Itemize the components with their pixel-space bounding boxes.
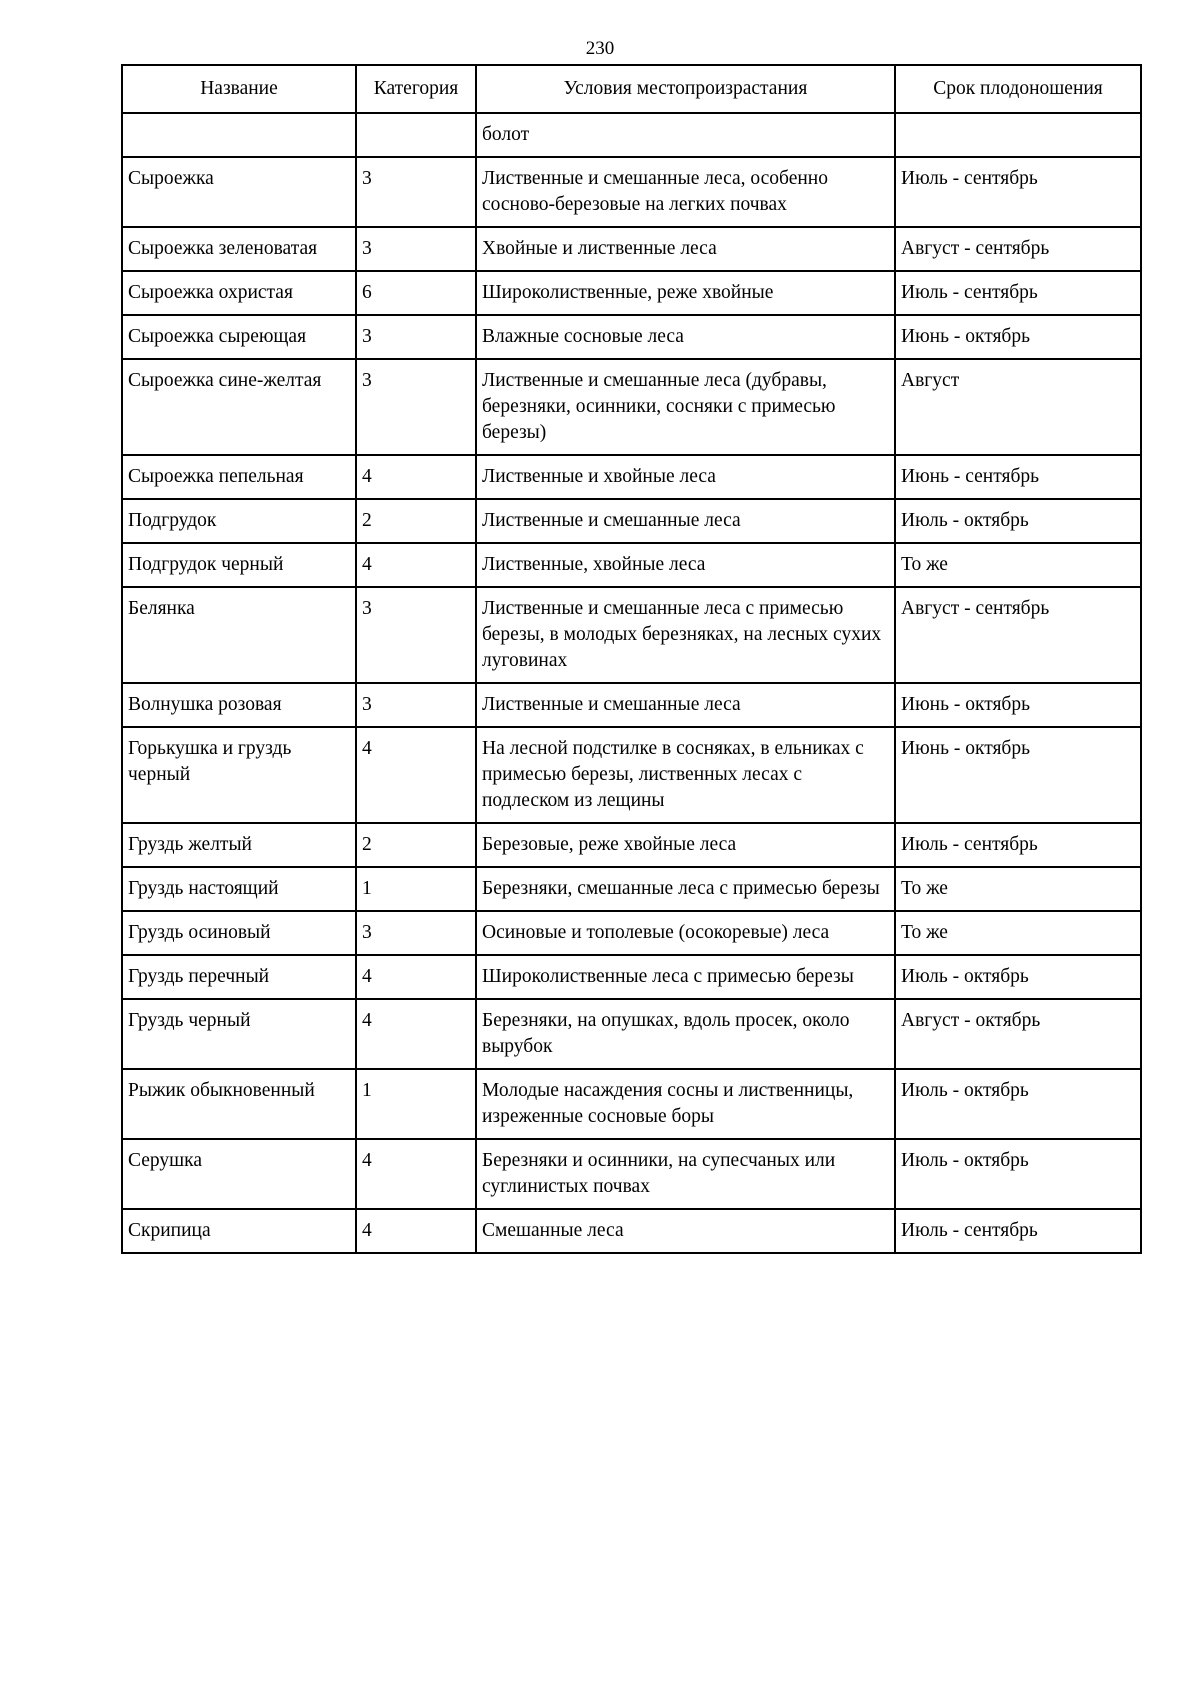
cell-conditions: Лиственные, хвойные леса xyxy=(476,543,895,587)
cell-name: Волнушка розовая xyxy=(122,683,356,727)
cell-name: Сыроежка xyxy=(122,157,356,227)
table-row xyxy=(122,911,1141,955)
cell-name: Груздь черный xyxy=(122,999,356,1069)
cell-season: Июль - сентябрь xyxy=(895,823,1141,867)
cell-category: 4 xyxy=(356,955,476,999)
cell-conditions: Березняки, на опушках, вдоль просек, около вырубок xyxy=(476,999,895,1069)
header-conditions: Условия местопроизрастания xyxy=(476,65,895,113)
cell-name: Сыроежка зеленоватая xyxy=(122,227,356,271)
cell-name: Груздь перечный xyxy=(122,955,356,999)
cell-conditions: Смешанные леса xyxy=(476,1209,895,1253)
cell-name xyxy=(122,113,356,157)
cell-category xyxy=(356,113,476,157)
cell-name: Сыроежка сыреющая xyxy=(122,315,356,359)
table-row xyxy=(122,683,1141,727)
header-name: Название xyxy=(122,65,356,113)
table-header-row xyxy=(122,65,1141,113)
cell-season: Август - сентябрь xyxy=(895,587,1141,683)
cell-season: Август - сентябрь xyxy=(895,227,1141,271)
table-row xyxy=(122,1139,1141,1209)
cell-category: 3 xyxy=(356,315,476,359)
cell-conditions: Березовые, реже хвойные леса xyxy=(476,823,895,867)
cell-category: 4 xyxy=(356,1209,476,1253)
table-body xyxy=(122,113,1141,1253)
cell-category: 1 xyxy=(356,867,476,911)
table-row xyxy=(122,271,1141,315)
cell-name: Скрипица xyxy=(122,1209,356,1253)
cell-season: Июнь - октябрь xyxy=(895,315,1141,359)
cell-conditions: Широколиственные леса с примесью березы xyxy=(476,955,895,999)
cell-category: 3 xyxy=(356,587,476,683)
cell-name: Груздь настоящий xyxy=(122,867,356,911)
table-row xyxy=(122,455,1141,499)
cell-season: Июль - октябрь xyxy=(895,1139,1141,1209)
cell-season: Июль - сентябрь xyxy=(895,271,1141,315)
cell-conditions: Лиственные и смешанные леса с примесью березы, в молодых березняках, на лесных сухих луговинах xyxy=(476,587,895,683)
cell-season: Июль - сентябрь xyxy=(895,157,1141,227)
cell-season: То же xyxy=(895,543,1141,587)
cell-conditions: Осиновые и тополевые (осокоревые) леса xyxy=(476,911,895,955)
cell-season: Июль - октябрь xyxy=(895,955,1141,999)
table-row xyxy=(122,227,1141,271)
cell-name: Сыроежка пепельная xyxy=(122,455,356,499)
cell-category: 3 xyxy=(356,157,476,227)
cell-category: 4 xyxy=(356,1139,476,1209)
cell-season: То же xyxy=(895,867,1141,911)
cell-category: 3 xyxy=(356,227,476,271)
cell-conditions: Лиственные и смешанные леса xyxy=(476,683,895,727)
cell-category: 4 xyxy=(356,543,476,587)
cell-name: Белянка xyxy=(122,587,356,683)
table-row xyxy=(122,727,1141,823)
cell-category: 3 xyxy=(356,911,476,955)
cell-category: 3 xyxy=(356,683,476,727)
cell-category: 4 xyxy=(356,999,476,1069)
table-row xyxy=(122,113,1141,157)
page-number: 230 xyxy=(585,38,615,59)
cell-category: 3 xyxy=(356,359,476,455)
table-row xyxy=(122,157,1141,227)
cell-conditions: Березняки, смешанные леса с примесью березы xyxy=(476,867,895,911)
cell-season: Август - октябрь xyxy=(895,999,1141,1069)
table-row xyxy=(122,1209,1141,1253)
cell-category: 4 xyxy=(356,727,476,823)
table-row xyxy=(122,1069,1141,1139)
cell-season: Июнь - октябрь xyxy=(895,683,1141,727)
cell-season: Июль - октябрь xyxy=(895,499,1141,543)
cell-name: Подгрудок xyxy=(122,499,356,543)
cell-conditions: Лиственные и смешанные леса (дубравы, березняки, осинники, сосняки с примесью березы) xyxy=(476,359,895,455)
cell-name: Груздь осиновый xyxy=(122,911,356,955)
cell-category: 6 xyxy=(356,271,476,315)
cell-category: 1 xyxy=(356,1069,476,1139)
table-row xyxy=(122,823,1141,867)
cell-category: 2 xyxy=(356,823,476,867)
table-row xyxy=(122,999,1141,1069)
cell-season: Август xyxy=(895,359,1141,455)
cell-name: Сыроежка сине-желтая xyxy=(122,359,356,455)
table-row xyxy=(122,499,1141,543)
cell-season: Июнь - сентябрь xyxy=(895,455,1141,499)
cell-conditions: Хвойные и лиственные леса xyxy=(476,227,895,271)
cell-name: Груздь желтый xyxy=(122,823,356,867)
cell-name: Серушка xyxy=(122,1139,356,1209)
cell-season: Июль - октябрь xyxy=(895,1069,1141,1139)
table-row xyxy=(122,587,1141,683)
cell-name: Сыроежка охристая xyxy=(122,271,356,315)
cell-name: Рыжик обыкновенный xyxy=(122,1069,356,1139)
cell-conditions: На лесной подстилке в сосняках, в ельниках с примесью березы, лиственных лесах с подлеском из лещины xyxy=(476,727,895,823)
cell-season xyxy=(895,113,1141,157)
cell-season: Июль - сентябрь xyxy=(895,1209,1141,1253)
cell-conditions: Широколиственные, реже хвойные xyxy=(476,271,895,315)
table-row xyxy=(122,955,1141,999)
cell-conditions: Березняки и осинники, на супесчаных или суглинистых почвах xyxy=(476,1139,895,1209)
cell-conditions: болот xyxy=(476,113,895,157)
cell-conditions: Лиственные и хвойные леса xyxy=(476,455,895,499)
cell-name: Подгрудок черный xyxy=(122,543,356,587)
table-row xyxy=(122,543,1141,587)
cell-conditions: Лиственные и смешанные леса xyxy=(476,499,895,543)
cell-conditions: Лиственные и смешанные леса, особенно сосново-березовые на легких почвах xyxy=(476,157,895,227)
cell-category: 2 xyxy=(356,499,476,543)
cell-conditions: Влажные сосновые леса xyxy=(476,315,895,359)
table-row xyxy=(122,867,1141,911)
mushroom-table xyxy=(121,64,1142,1254)
header-category: Категория xyxy=(356,65,476,113)
header-season: Срок плодоношения xyxy=(895,65,1141,113)
table-row xyxy=(122,315,1141,359)
cell-season: Июнь - октябрь xyxy=(895,727,1141,823)
table-row xyxy=(122,359,1141,455)
cell-name: Горькушка и груздь черный xyxy=(122,727,356,823)
cell-category: 4 xyxy=(356,455,476,499)
cell-conditions: Молодые насаждения сосны и лиственницы, изреженные сосновые боры xyxy=(476,1069,895,1139)
cell-season: То же xyxy=(895,911,1141,955)
